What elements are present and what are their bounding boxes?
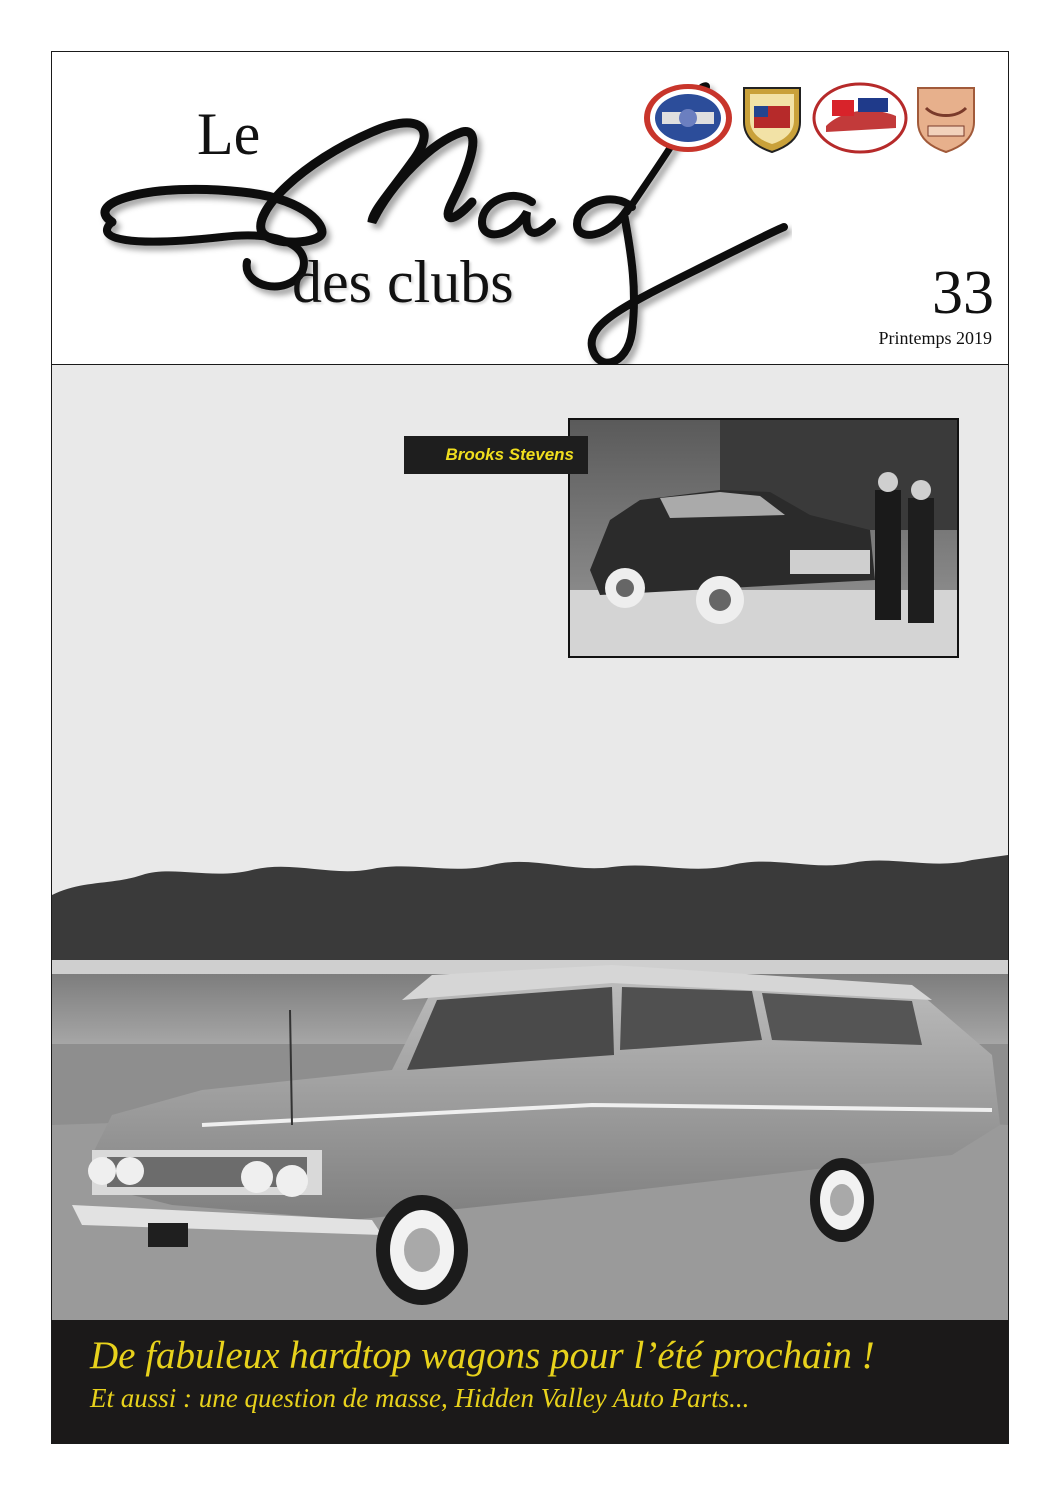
masthead	[52, 52, 1008, 365]
main-station-wagon-photo	[52, 825, 1008, 1320]
cover-subline: Et aussi : une question de masse, Hidden Valley Auto Parts...	[90, 1382, 750, 1413]
forever-badge	[914, 82, 978, 154]
cover-headline-banner	[52, 1320, 1008, 1443]
issue-number: 33	[932, 259, 994, 327]
us-caps-club-badge	[738, 82, 806, 154]
inset-caption: Brooks Stevens	[404, 436, 588, 474]
americana-badge	[812, 82, 908, 154]
brooks-stevens-photo	[570, 420, 957, 656]
issue-season: Printemps 2019	[878, 328, 992, 348]
magazine-cover	[51, 51, 1009, 1444]
cover-photo-area	[52, 365, 1008, 1320]
american-feeling-badge	[642, 82, 734, 154]
inset-photo	[568, 418, 959, 658]
cover-headline: De fabuleux hardtop wagons pour l’été prochain !	[90, 1334, 875, 1377]
masthead-des-clubs: des clubs	[292, 249, 514, 315]
masthead-le: Le	[197, 101, 261, 167]
club-badges	[642, 82, 982, 162]
